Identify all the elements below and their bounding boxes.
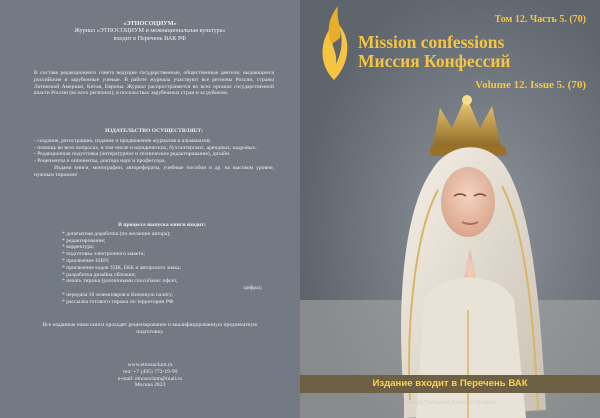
publisher-section xyxy=(34,128,274,179)
list-item: * рассылка готового тиража по территории РФ. xyxy=(62,298,175,305)
volume-en: Volume 12. Issue 5. (70) xyxy=(475,79,586,91)
publisher-list xyxy=(34,138,274,179)
photo-credit: Photo by Portuguese Gravity on Unsplash xyxy=(403,400,497,406)
front-cover xyxy=(300,0,600,418)
vak-banner: Издание входит в Перечень ВАК xyxy=(300,375,600,393)
list-item: - Рецензенты и оппоненты, доктора наук и профессора. xyxy=(34,158,166,165)
journal-name: «ЭТНОСОЦИУМ» xyxy=(123,20,177,27)
title-en: Mission confessions xyxy=(358,32,505,52)
process-section xyxy=(62,222,262,306)
list-item: * присвоение ISBN; xyxy=(62,257,110,264)
list-item: * разработка дизайна обложки; xyxy=(62,271,136,278)
publisher-heading: ИЗДАТЕЛЬСТВО ОСУЩЕСТВЛЯЕТ: xyxy=(105,128,203,134)
list-item: * редактирование; xyxy=(62,237,106,244)
list-item: * присвоение кодов УДК, ББК и авторского знака; xyxy=(62,264,182,271)
list-item: * передача 16 экземпляров в Книжную палату; xyxy=(62,291,174,298)
list-item: - Редакционная подготовка (литературное и техническое редактирование), дизайн. xyxy=(34,151,231,158)
process-list xyxy=(62,231,262,306)
list-item: * допечатная доработка (по желанию автора); xyxy=(62,230,171,237)
list-item: - помощь во всех вопросах, в том числе и юридических, бухгалтерских, арендных, кадровых. xyxy=(34,144,257,151)
list-item: - создание, регистрацию, издание и продвижение журналов и альманахов; xyxy=(34,137,211,144)
title-ru: Миссия Конфессий xyxy=(358,51,511,71)
website: www.etnosocium.ru xyxy=(127,362,173,368)
list-item: * корректура; xyxy=(62,244,95,251)
city-year: Москва 2023 xyxy=(134,382,166,389)
contacts xyxy=(40,362,260,389)
flame-logo-icon xyxy=(312,4,352,82)
list-item: * подготовка электронного макета; xyxy=(62,251,145,258)
phone: тел: +7 (495) 772-19-99 xyxy=(122,368,178,375)
list-item: * печать тиража (различными способами: офсет, xyxy=(62,278,178,285)
volume-ru: Том 12. Часть 5. (70) xyxy=(494,14,586,25)
vak-note: входит в Перечень ВАК РФ xyxy=(113,34,187,42)
process-heading: В процессе выпуска книги входит: xyxy=(118,222,206,228)
list-item: цифра); xyxy=(243,285,262,292)
list-item: Издаем книги, монографии, авторефераты, учебные пособия и др. на высоком уровне, нужным тиражом! xyxy=(34,164,274,178)
intro-paragraph: В составе редакционного совета ведущие государственные, общественные деятели, выдающиеся российские и зарубежные ученые. В работе журнала участвуют все регионы России, страны Латинской Америки, Китая, Европы. Журнал распространяется во всех органах государственной власти России (во всех регионах), в посольствах зарубежных стран и за рубежом. xyxy=(34,70,274,97)
email: e-mail: etnosocium@mail.ru xyxy=(117,375,183,382)
back-header xyxy=(20,20,280,42)
final-note: Все изданные нами книги проходят рецензирование и квалифицированную предпечатную подготовку. xyxy=(42,322,258,335)
journal-subtitle: Журнал «ЭТНОСОЦИУМ и межнациональная культура» xyxy=(74,27,226,35)
